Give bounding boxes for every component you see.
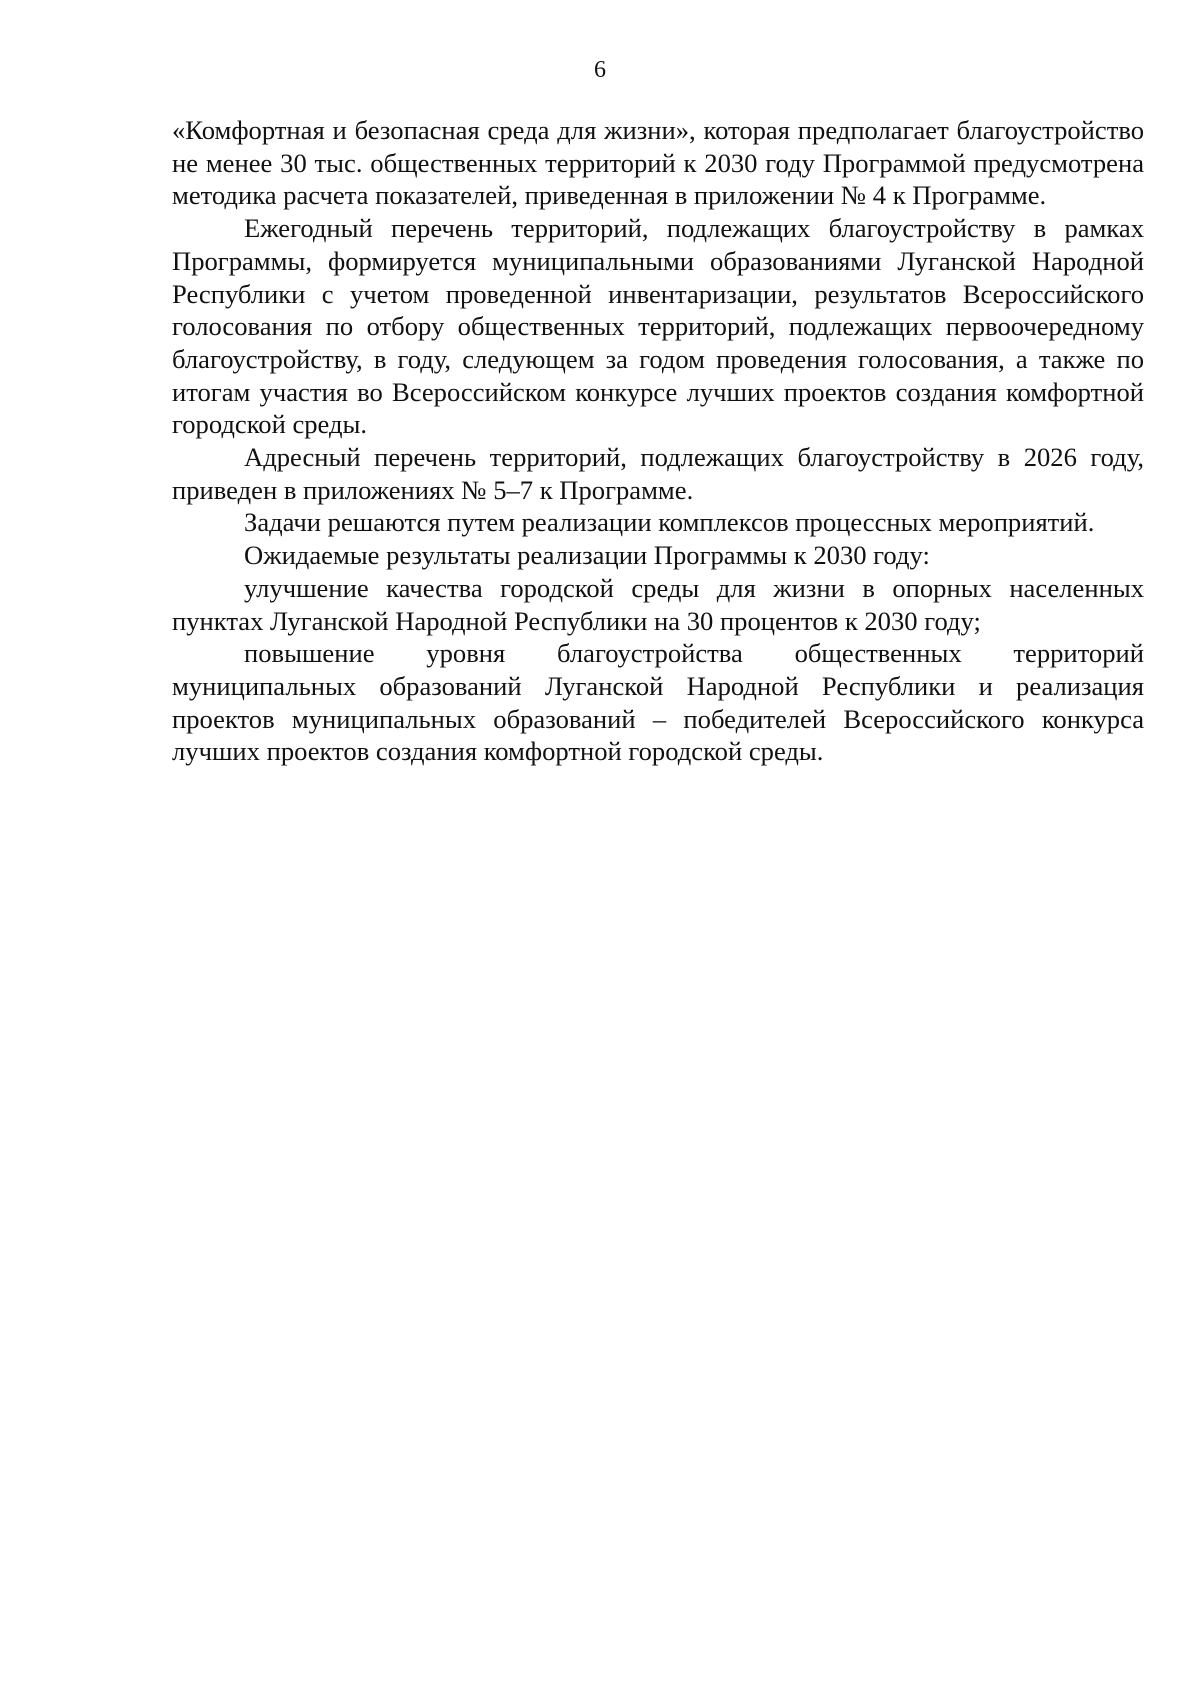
paragraph-tasks: Задачи решаются путем реализации комплексов процессных мероприятий. <box>244 507 1095 538</box>
paragraph-annual-list: Ежегодный перечень территорий, подлежащих благоустройству в рамках Программы, формируется муниципальными образованиями Луганской Народной Республики с учетом проведенной инвентаризации, результатов Всероссийского голосования по отбору общественных территорий, подлежащих первоочередному благоустройству, в году, следующем за годом проведения голосования, а также по итогам участия во Всероссийском конкурсе лучших проектов создания комфортной городской среды. <box>172 213 1144 440</box>
page-number: 6 <box>594 57 606 83</box>
paragraph-result-improvement: повышение уровня благоустройства общественных территорий муниципальных образований Луганской Народной Республики и реализация проектов муниципальных образований – победителей Всероссийского конкурса лучших проектов создания комфортной городской среды. <box>172 638 1144 767</box>
document-body <box>172 114 1144 768</box>
paragraph-continuation: «Комфортная и безопасная среда для жизни», которая предполагает благоустройство не менее 30 тыс. общественных территорий к 2030 году Программой предусмотрена методика расчета показателей, приведенная в приложении № 4 к Программе. <box>172 115 1144 211</box>
paragraph-expected-results: Ожидаемые результаты реализации Программы к 2030 году: <box>244 540 930 571</box>
paragraph-address-list: Адресный перечень территорий, подлежащих благоустройству в 2026 году, приведен в приложениях № 5–7 к Программе. <box>172 442 1144 505</box>
paragraph-result-quality: улучшение качества городской среды для жизни в опорных населенных пунктах Луганской Народной Республики на 30 процентов к 2030 году; <box>172 572 1144 636</box>
